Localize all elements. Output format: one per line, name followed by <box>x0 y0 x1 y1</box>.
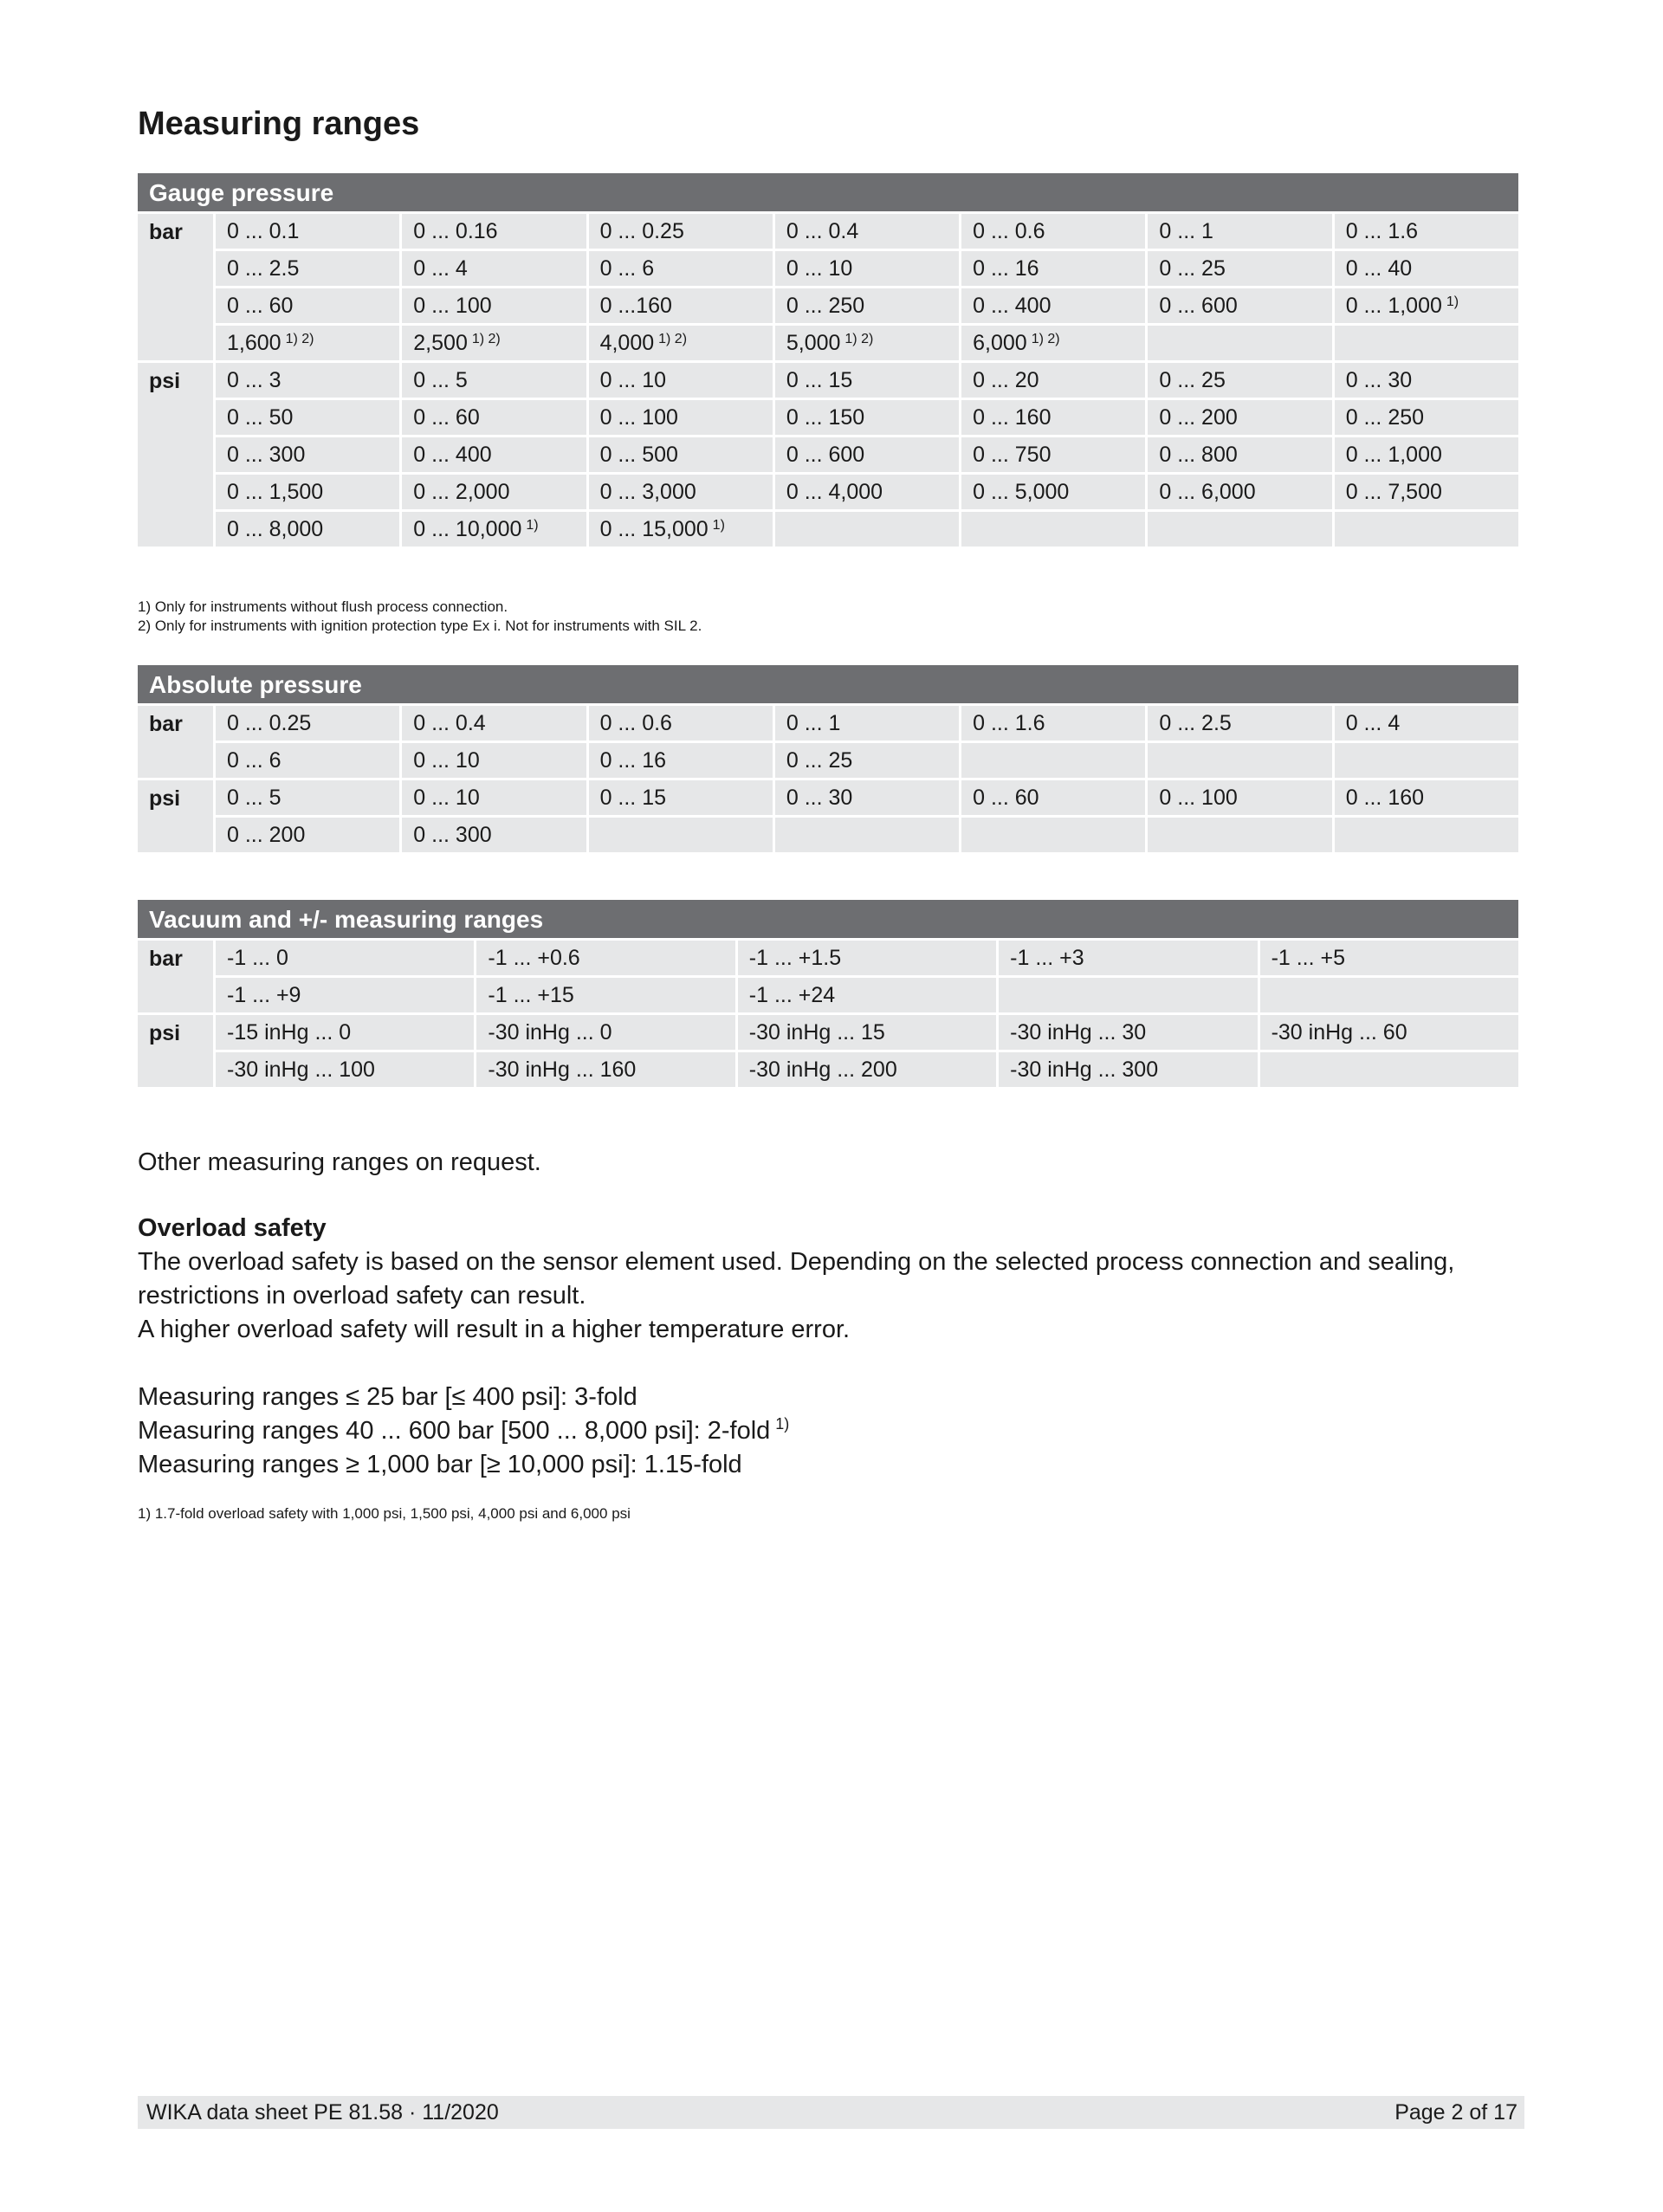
range-cell <box>589 706 773 741</box>
range-cell <box>402 818 586 852</box>
range-value: 0 ... 160 <box>973 404 1052 430</box>
range-value: 0 ... 1.6 <box>973 710 1045 735</box>
range-value: 0 ... 30 <box>1345 367 1413 392</box>
overload-line-2 <box>138 1414 1541 1448</box>
footer-document-id: WIKA data sheet PE 81.58 · 11/2020 <box>146 2100 499 2125</box>
range-value: 0 ... 3 <box>227 367 281 392</box>
range-cell <box>402 214 586 249</box>
range-value: 0 ... 150 <box>786 404 865 430</box>
range-cell <box>589 780 773 815</box>
range-cell <box>738 1015 996 1050</box>
range-cell <box>402 326 586 360</box>
range-cell <box>216 288 399 323</box>
range-cell <box>775 326 959 360</box>
range-value: 0 ... 1,000 <box>1345 293 1442 318</box>
range-value: 0 ... 0.4 <box>413 710 486 735</box>
footnote-ref: 1) 2) <box>1031 331 1060 346</box>
range-cell <box>775 706 959 741</box>
range-cell <box>1335 400 1518 435</box>
range-value: 0 ... 6,000 <box>1159 479 1256 504</box>
range-cell <box>738 978 996 1012</box>
range-value: 0 ... 300 <box>227 442 306 467</box>
range-value: 0 ... 1,500 <box>227 479 324 504</box>
other-ranges-note <box>138 1146 1541 1180</box>
range-value: 0 ... 0.6 <box>973 218 1045 243</box>
footnote-ref: 1) 2) <box>471 331 501 346</box>
range-value: 4,000 <box>599 330 655 355</box>
range-cell <box>1260 978 1518 1012</box>
range-value: 0 ... 0.25 <box>599 218 684 243</box>
range-cell <box>1148 251 1331 286</box>
range-cell <box>402 400 586 435</box>
range-value: -1 ... +24 <box>748 982 836 1007</box>
range-value: 0 ... 8,000 <box>227 516 324 541</box>
range-value: 0 ... 20 <box>973 367 1039 392</box>
range-cell <box>1260 941 1518 975</box>
range-cell <box>999 941 1257 975</box>
range-cell <box>216 1015 474 1050</box>
range-cell <box>1260 1015 1518 1050</box>
range-cell <box>1260 1052 1518 1087</box>
range-value: 0 ... 4,000 <box>786 479 883 504</box>
range-cell <box>961 363 1145 398</box>
range-cell <box>738 1052 996 1087</box>
range-value: 0 ... 3,000 <box>599 479 696 504</box>
range-cell <box>961 818 1145 852</box>
table-row <box>138 780 1518 815</box>
range-value: 0 ... 1.6 <box>1345 218 1419 243</box>
range-cell <box>216 1052 474 1087</box>
range-cell <box>402 288 586 323</box>
range-cell <box>476 1052 734 1087</box>
range-value: 0 ... 200 <box>227 822 306 847</box>
range-cell <box>775 363 959 398</box>
range-value: 0 ... 750 <box>973 442 1052 467</box>
range-cell <box>216 941 474 975</box>
range-cell <box>402 363 586 398</box>
range-cell <box>961 475 1145 509</box>
table-row <box>138 251 1518 286</box>
footnote-ref: 1) <box>712 517 725 533</box>
range-value: 1,600 <box>227 330 281 355</box>
range-cell <box>589 475 773 509</box>
range-cell <box>775 512 959 547</box>
range-value: 0 ... 0.4 <box>786 218 859 243</box>
range-cell <box>1148 363 1331 398</box>
range-cell <box>775 400 959 435</box>
range-cell <box>1148 288 1331 323</box>
range-cell <box>589 400 773 435</box>
range-value: 0 ... 2.5 <box>1159 710 1232 735</box>
table-row <box>138 437 1518 472</box>
range-cell <box>1335 288 1518 323</box>
range-value: 0 ... 0.16 <box>413 218 498 243</box>
range-value: 0 ... 25 <box>1159 367 1226 392</box>
range-value: 0 ... 4 <box>1345 710 1401 735</box>
range-value: 0 ... 15 <box>786 367 853 392</box>
overload-text-1: The overload safety is based on the sensor element used. Depending on the selected process connection and sealing, restrictions in overload safety can result. <box>138 1248 1455 1310</box>
range-value: 0 ... 5,000 <box>973 479 1070 504</box>
gauge-pressure-table <box>135 173 1521 549</box>
page-title: Measuring ranges <box>138 106 420 142</box>
range-value: 0 ... 10 <box>786 255 853 281</box>
range-cell <box>775 475 959 509</box>
page-footer <box>138 2096 1524 2129</box>
range-value: 0 ... 0.6 <box>599 710 672 735</box>
footnote-1: 1) Only for instruments without flush process connection. <box>138 598 508 615</box>
range-cell <box>1148 475 1331 509</box>
range-cell <box>476 1015 734 1050</box>
table-row <box>138 326 1518 360</box>
range-cell <box>775 818 959 852</box>
range-value: -1 ... +0.6 <box>488 945 580 970</box>
range-cell <box>1335 512 1518 547</box>
range-cell <box>476 978 734 1012</box>
range-value: 0 ...160 <box>599 293 672 318</box>
range-cell <box>961 780 1145 815</box>
table-row <box>138 1052 1518 1087</box>
range-cell <box>589 743 773 778</box>
range-value: -30 inHg ... 30 <box>1010 1019 1147 1045</box>
vacuum-ranges-caption: Vacuum and +/- measuring ranges <box>138 900 1518 938</box>
range-cell <box>1148 706 1331 741</box>
table-row <box>138 941 1518 975</box>
range-value: 0 ... 30 <box>786 785 853 810</box>
range-value: 0 ... 300 <box>413 822 492 847</box>
table-row <box>138 363 1518 398</box>
range-cell <box>216 251 399 286</box>
range-cell <box>775 251 959 286</box>
unit-label: bar <box>138 941 213 1012</box>
range-cell <box>999 978 1257 1012</box>
range-value: 6,000 <box>973 330 1027 355</box>
range-cell <box>961 214 1145 249</box>
range-value: 0 ... 7,500 <box>1345 479 1442 504</box>
range-value: 0 ... 100 <box>1159 785 1238 810</box>
overload-text-2: A higher overload safety will result in a higher temperature error. <box>138 1316 851 1343</box>
range-value: 5,000 <box>786 330 841 355</box>
range-value: 0 ... 400 <box>973 293 1052 318</box>
range-cell <box>1335 780 1518 815</box>
footnote-ref: 1) <box>526 517 539 533</box>
unit-label: bar <box>138 706 213 778</box>
range-cell <box>589 251 773 286</box>
range-cell <box>1148 214 1331 249</box>
range-cell <box>216 214 399 249</box>
range-cell <box>216 437 399 472</box>
vacuum-ranges-table <box>135 900 1521 1090</box>
range-value: -1 ... +5 <box>1271 945 1346 970</box>
range-value: -30 inHg ... 300 <box>1010 1057 1159 1082</box>
range-value: 0 ... 60 <box>227 293 294 318</box>
range-cell <box>589 437 773 472</box>
range-cell <box>589 326 773 360</box>
range-value: -1 ... +9 <box>227 982 301 1007</box>
range-value: 0 ... 2.5 <box>227 255 300 281</box>
range-cell <box>1335 251 1518 286</box>
range-cell <box>402 780 586 815</box>
range-cell <box>216 363 399 398</box>
range-value: 0 ... 6 <box>227 747 281 773</box>
table-row <box>138 706 1518 741</box>
range-value: 0 ... 15,000 <box>599 516 709 541</box>
range-value: 0 ... 60 <box>413 404 480 430</box>
range-cell <box>1148 512 1331 547</box>
range-value: 0 ... 40 <box>1345 255 1413 281</box>
absolute-pressure-caption: Absolute pressure <box>138 665 1518 703</box>
range-cell <box>216 706 399 741</box>
range-cell <box>775 437 959 472</box>
range-cell <box>999 1052 1257 1087</box>
range-value: -1 ... +15 <box>488 982 574 1007</box>
range-cell <box>402 743 586 778</box>
range-cell <box>961 400 1145 435</box>
range-value: 0 ... 600 <box>1159 293 1238 318</box>
range-value: 0 ... 160 <box>1345 785 1425 810</box>
range-cell <box>1148 326 1331 360</box>
unit-label: bar <box>138 214 213 360</box>
range-value: 0 ... 250 <box>1345 404 1425 430</box>
range-value: -30 inHg ... 160 <box>488 1057 637 1082</box>
range-cell <box>961 288 1145 323</box>
range-value: 0 ... 10,000 <box>413 516 522 541</box>
overload-line-3: Measuring ranges ≥ 1,000 bar [≥ 10,000 psi]: 1.15-fold <box>138 1451 742 1478</box>
range-cell <box>1148 437 1331 472</box>
range-cell <box>961 326 1145 360</box>
range-value: 0 ... 400 <box>413 442 492 467</box>
range-value: 0 ... 60 <box>973 785 1039 810</box>
range-value: 0 ... 100 <box>599 404 678 430</box>
table-row <box>138 512 1518 547</box>
footnote-ref: 1) 2) <box>844 331 874 346</box>
overload-footnote <box>138 1504 631 1523</box>
range-cell <box>1335 818 1518 852</box>
range-cell <box>1335 475 1518 509</box>
range-cell <box>402 512 586 547</box>
range-cell <box>216 780 399 815</box>
range-cell <box>1148 743 1331 778</box>
range-cell <box>402 437 586 472</box>
table-row <box>138 1015 1518 1050</box>
table-row <box>138 978 1518 1012</box>
table-row <box>138 743 1518 778</box>
range-value: 0 ... 1 <box>786 710 841 735</box>
overload-section <box>138 1212 1541 1482</box>
overload-heading: Overload safety <box>138 1214 327 1242</box>
range-cell <box>216 512 399 547</box>
range-cell <box>216 400 399 435</box>
range-value: 0 ... 0.25 <box>227 710 312 735</box>
range-cell <box>961 512 1145 547</box>
range-value: -1 ... +3 <box>1010 945 1084 970</box>
range-value: -30 inHg ... 15 <box>748 1019 885 1045</box>
range-cell <box>1335 214 1518 249</box>
overload-footnote-text: 1) 1.7-fold overload safety with 1,000 psi, 1,500 psi, 4,000 psi and 6,000 psi <box>138 1505 631 1522</box>
unit-label: psi <box>138 1015 213 1087</box>
range-value: 0 ... 15 <box>599 785 667 810</box>
gauge-footnotes <box>138 598 702 636</box>
range-value: -15 inHg ... 0 <box>227 1019 352 1045</box>
range-value: 0 ... 50 <box>227 404 294 430</box>
range-cell <box>589 512 773 547</box>
range-cell <box>961 437 1145 472</box>
range-cell <box>402 251 586 286</box>
range-value: 0 ... 10 <box>413 785 480 810</box>
range-cell <box>402 706 586 741</box>
other-ranges-text: Other measuring ranges on request. <box>138 1148 541 1176</box>
range-value: -30 inHg ... 200 <box>748 1057 897 1082</box>
range-cell <box>1148 400 1331 435</box>
gauge-pressure-caption: Gauge pressure <box>138 173 1518 211</box>
range-cell <box>476 941 734 975</box>
range-value: 0 ... 25 <box>786 747 853 773</box>
range-cell <box>216 326 399 360</box>
range-cell <box>216 743 399 778</box>
range-cell <box>216 978 474 1012</box>
range-cell <box>999 1015 1257 1050</box>
footnote-ref: 1) 2) <box>285 331 314 346</box>
overload-line-1: Measuring ranges ≤ 25 bar [≤ 400 psi]: 3-fold <box>138 1383 637 1411</box>
range-cell <box>216 818 399 852</box>
range-cell <box>961 743 1145 778</box>
range-cell <box>402 475 586 509</box>
table-row <box>138 400 1518 435</box>
range-cell <box>1335 326 1518 360</box>
unit-label: psi <box>138 363 213 547</box>
range-cell <box>589 288 773 323</box>
range-value: 0 ... 1,000 <box>1345 442 1442 467</box>
range-value: -1 ... +1.5 <box>748 945 842 970</box>
range-value: 0 ... 4 <box>413 255 468 281</box>
range-value: 0 ... 10 <box>599 367 667 392</box>
range-value: 2,500 <box>413 330 468 355</box>
range-value: 0 ... 500 <box>599 442 678 467</box>
range-value: -30 inHg ... 60 <box>1271 1019 1407 1045</box>
range-cell <box>775 780 959 815</box>
range-cell <box>775 743 959 778</box>
range-value: 0 ... 25 <box>1159 255 1226 281</box>
overload-line-2-note: 1) <box>775 1415 790 1433</box>
table-row <box>138 475 1518 509</box>
range-value: 0 ... 600 <box>786 442 865 467</box>
range-value: 0 ... 10 <box>413 747 480 773</box>
range-cell <box>1148 818 1331 852</box>
range-value: -30 inHg ... 100 <box>227 1057 375 1082</box>
unit-label: psi <box>138 780 213 852</box>
range-cell <box>738 941 996 975</box>
range-value: 0 ... 6 <box>599 255 655 281</box>
range-value: 0 ... 5 <box>227 785 281 810</box>
footnote-ref: 1) <box>1446 294 1459 309</box>
range-cell <box>961 706 1145 741</box>
range-value: 0 ... 16 <box>973 255 1039 281</box>
range-value: 0 ... 800 <box>1159 442 1238 467</box>
range-value: 0 ... 250 <box>786 293 865 318</box>
table-row <box>138 288 1518 323</box>
range-value: 0 ... 16 <box>599 747 667 773</box>
range-cell <box>775 288 959 323</box>
range-value: 0 ... 5 <box>413 367 468 392</box>
footnote-2: 2) Only for instruments with ignition protection type Ex i. Not for instruments with SIL 2. <box>138 618 702 634</box>
range-value: 0 ... 2,000 <box>413 479 510 504</box>
footer-page-number: Page 2 of 17 <box>1394 2100 1517 2125</box>
range-cell <box>1335 706 1518 741</box>
range-cell <box>1335 743 1518 778</box>
range-cell <box>1335 363 1518 398</box>
range-cell <box>1335 437 1518 472</box>
range-value: 0 ... 200 <box>1159 404 1238 430</box>
overload-line-2-text: Measuring ranges 40 ... 600 bar [500 ... 8,000 psi]: 2-fold <box>138 1417 771 1445</box>
table-row <box>138 818 1518 852</box>
range-value: -1 ... 0 <box>227 945 288 970</box>
range-value: 0 ... 0.1 <box>227 218 300 243</box>
range-value: 0 ... 100 <box>413 293 492 318</box>
range-cell <box>589 363 773 398</box>
range-value: -30 inHg ... 0 <box>488 1019 612 1045</box>
footnote-ref: 1) 2) <box>658 331 688 346</box>
table-row <box>138 214 1518 249</box>
range-cell <box>589 214 773 249</box>
range-cell <box>216 475 399 509</box>
range-cell <box>775 214 959 249</box>
absolute-pressure-table <box>135 665 1521 855</box>
range-cell <box>589 818 773 852</box>
range-cell <box>1148 780 1331 815</box>
range-value: 0 ... 1 <box>1159 218 1213 243</box>
range-cell <box>961 251 1145 286</box>
